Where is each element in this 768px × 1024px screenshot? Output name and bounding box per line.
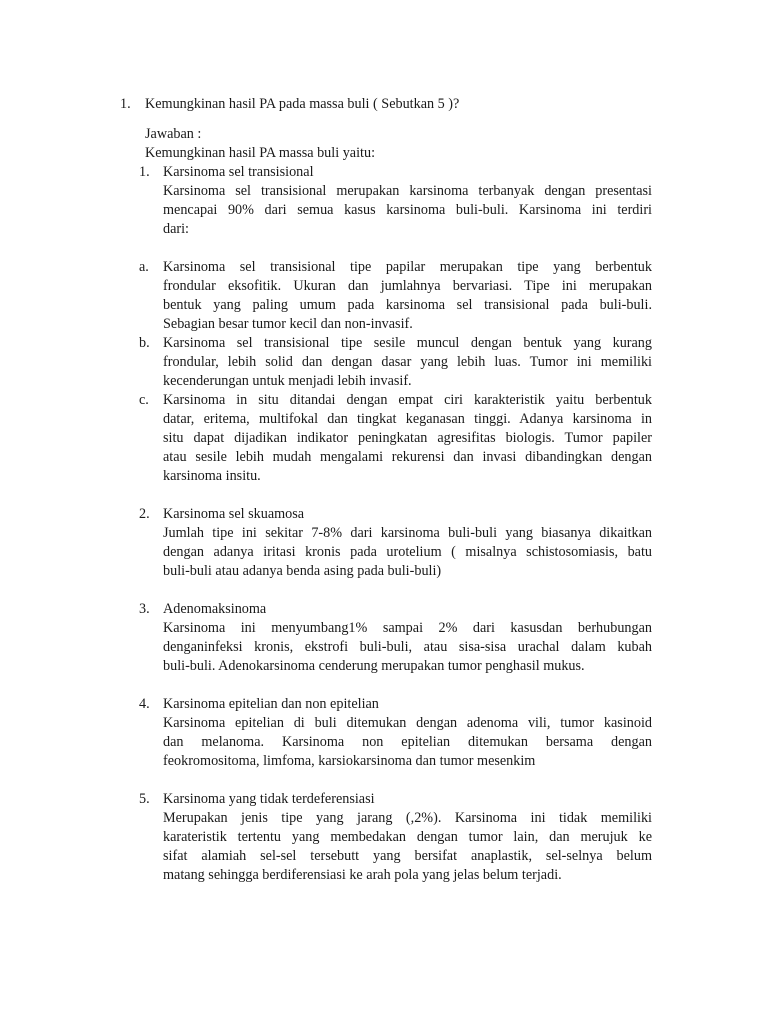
- item-text-line: Karsinoma sel transisional merupakan karsinoma terbanyak dengan presentasi: [163, 183, 652, 199]
- item-title: Adenomaksinoma: [163, 601, 267, 617]
- subitem-letter: c.: [139, 392, 149, 408]
- item-text-line: buli-buli atau adanya benda asing pada buli-buli): [163, 563, 442, 579]
- item-text-line: dari:: [163, 221, 189, 237]
- subitem-text-line: atau sesile lebih mudah mengalami rekurensi dan invasi dibandingkan dengan: [163, 449, 652, 465]
- subitem-text-line: Karsinoma sel transisional tipe papilar merupakan tipe yang berbentuk: [163, 259, 652, 275]
- subitem-text-line: karsinoma insitu.: [163, 468, 261, 484]
- item-text-line: Karsinoma epitelian di buli ditemukan dengan adenoma vili, tumor kasinoid: [163, 715, 652, 731]
- item-title: Karsinoma epitelian dan non epitelian: [163, 696, 379, 712]
- subitem-text-line: frondular, lebih solid dan dengan dasar yang lebih luas. Tumor ini memiliki: [163, 354, 652, 370]
- item-text-line: denganinfeksi kronis, ekstrofi buli-buli, atau sisa-sisa urachal dalam kubah: [163, 639, 652, 655]
- item-text-line: Merupakan jenis tipe yang jarang (,2%). Karsinoma ini tidak memiliki: [163, 810, 652, 826]
- subitem-text-line: datar, eritema, multifokal dan tingkat keganasan tinggi. Adanya karsinoma in: [163, 411, 652, 427]
- subitem-letter: b.: [139, 335, 150, 351]
- subitem-text-line: bentuk yang paling umum pada karsinoma sel transisional pada buli-buli.: [163, 297, 652, 313]
- subitem-text-line: Sebagian besar tumor kecil dan non-invasif.: [163, 316, 413, 332]
- subitem-text-line: Karsinoma in situ ditandai dengan empat ciri karakteristik yaitu berbentuk: [163, 392, 652, 408]
- question-number: 1.: [120, 96, 131, 112]
- item-number: 1.: [139, 164, 150, 180]
- item-text-line: dan melanoma. Karsinoma non epitelian ditemukan bersama dengan: [163, 734, 652, 750]
- subitem-letter: a.: [139, 259, 149, 275]
- subitem-text-line: frondular eksofitik. Ukuran dan jumlahnya bervariasi. Tipe ini merupakan: [163, 278, 652, 294]
- subitem-text-line: kecenderungan untuk menjadi lebih invasif.: [163, 373, 412, 389]
- item-number: 3.: [139, 601, 150, 617]
- subitem-text-line: Karsinoma sel transisional tipe sesile muncul dengan bentuk yang kurang: [163, 335, 652, 351]
- item-text-line: dengan adanya iritasi kronis pada urotelium ( misalnya schistosomiasis, batu: [163, 544, 652, 560]
- answer-label: Jawaban :: [145, 126, 202, 142]
- item-text-line: Karsinoma ini menyumbang1% sampai 2% dari kasusdan berhubungan: [163, 620, 652, 636]
- item-text-line: Jumlah tipe ini sekitar 7-8% dari karsinoma buli-buli yang biasanya dikaitkan: [163, 525, 652, 541]
- item-title: Karsinoma sel skuamosa: [163, 506, 305, 522]
- item-title: Karsinoma sel transisional: [163, 164, 314, 180]
- item-text-line: sifat alamiah sel-sel tersebutt yang bersifat anaplastik, sel-selnya belum: [163, 848, 652, 864]
- item-text-line: karateristik tertentu yang membedakan dengan tumor lain, dan merujuk ke: [163, 829, 652, 845]
- item-text-line: mencapai 90% dari semua kasus karsinoma buli-buli. Karsinoma ini terdiri: [163, 202, 652, 218]
- question-text: Kemungkinan hasil PA pada massa buli ( Sebutkan 5 )?: [145, 96, 460, 112]
- item-text-line: matang sehingga berdiferensiasi ke arah pola yang jelas belum terjadi.: [163, 867, 562, 883]
- item-number: 2.: [139, 506, 150, 522]
- item-title: Karsinoma yang tidak terdeferensiasi: [163, 791, 375, 807]
- item-text-line: buli-buli. Adenokarsinoma cenderung merupakan tumor penghasil mukus.: [163, 658, 585, 674]
- answer-intro: Kemungkinan hasil PA massa buli yaitu:: [145, 145, 376, 161]
- subitem-text-line: situ dapat dijadikan indikator peningkatan agresifitas biologis. Tumor papiler: [163, 430, 652, 446]
- item-number: 5.: [139, 791, 150, 807]
- item-text-line: feokromositoma, limfoma, karsiokarsinoma dan tumor mesenkim: [163, 753, 536, 769]
- item-number: 4.: [139, 696, 150, 712]
